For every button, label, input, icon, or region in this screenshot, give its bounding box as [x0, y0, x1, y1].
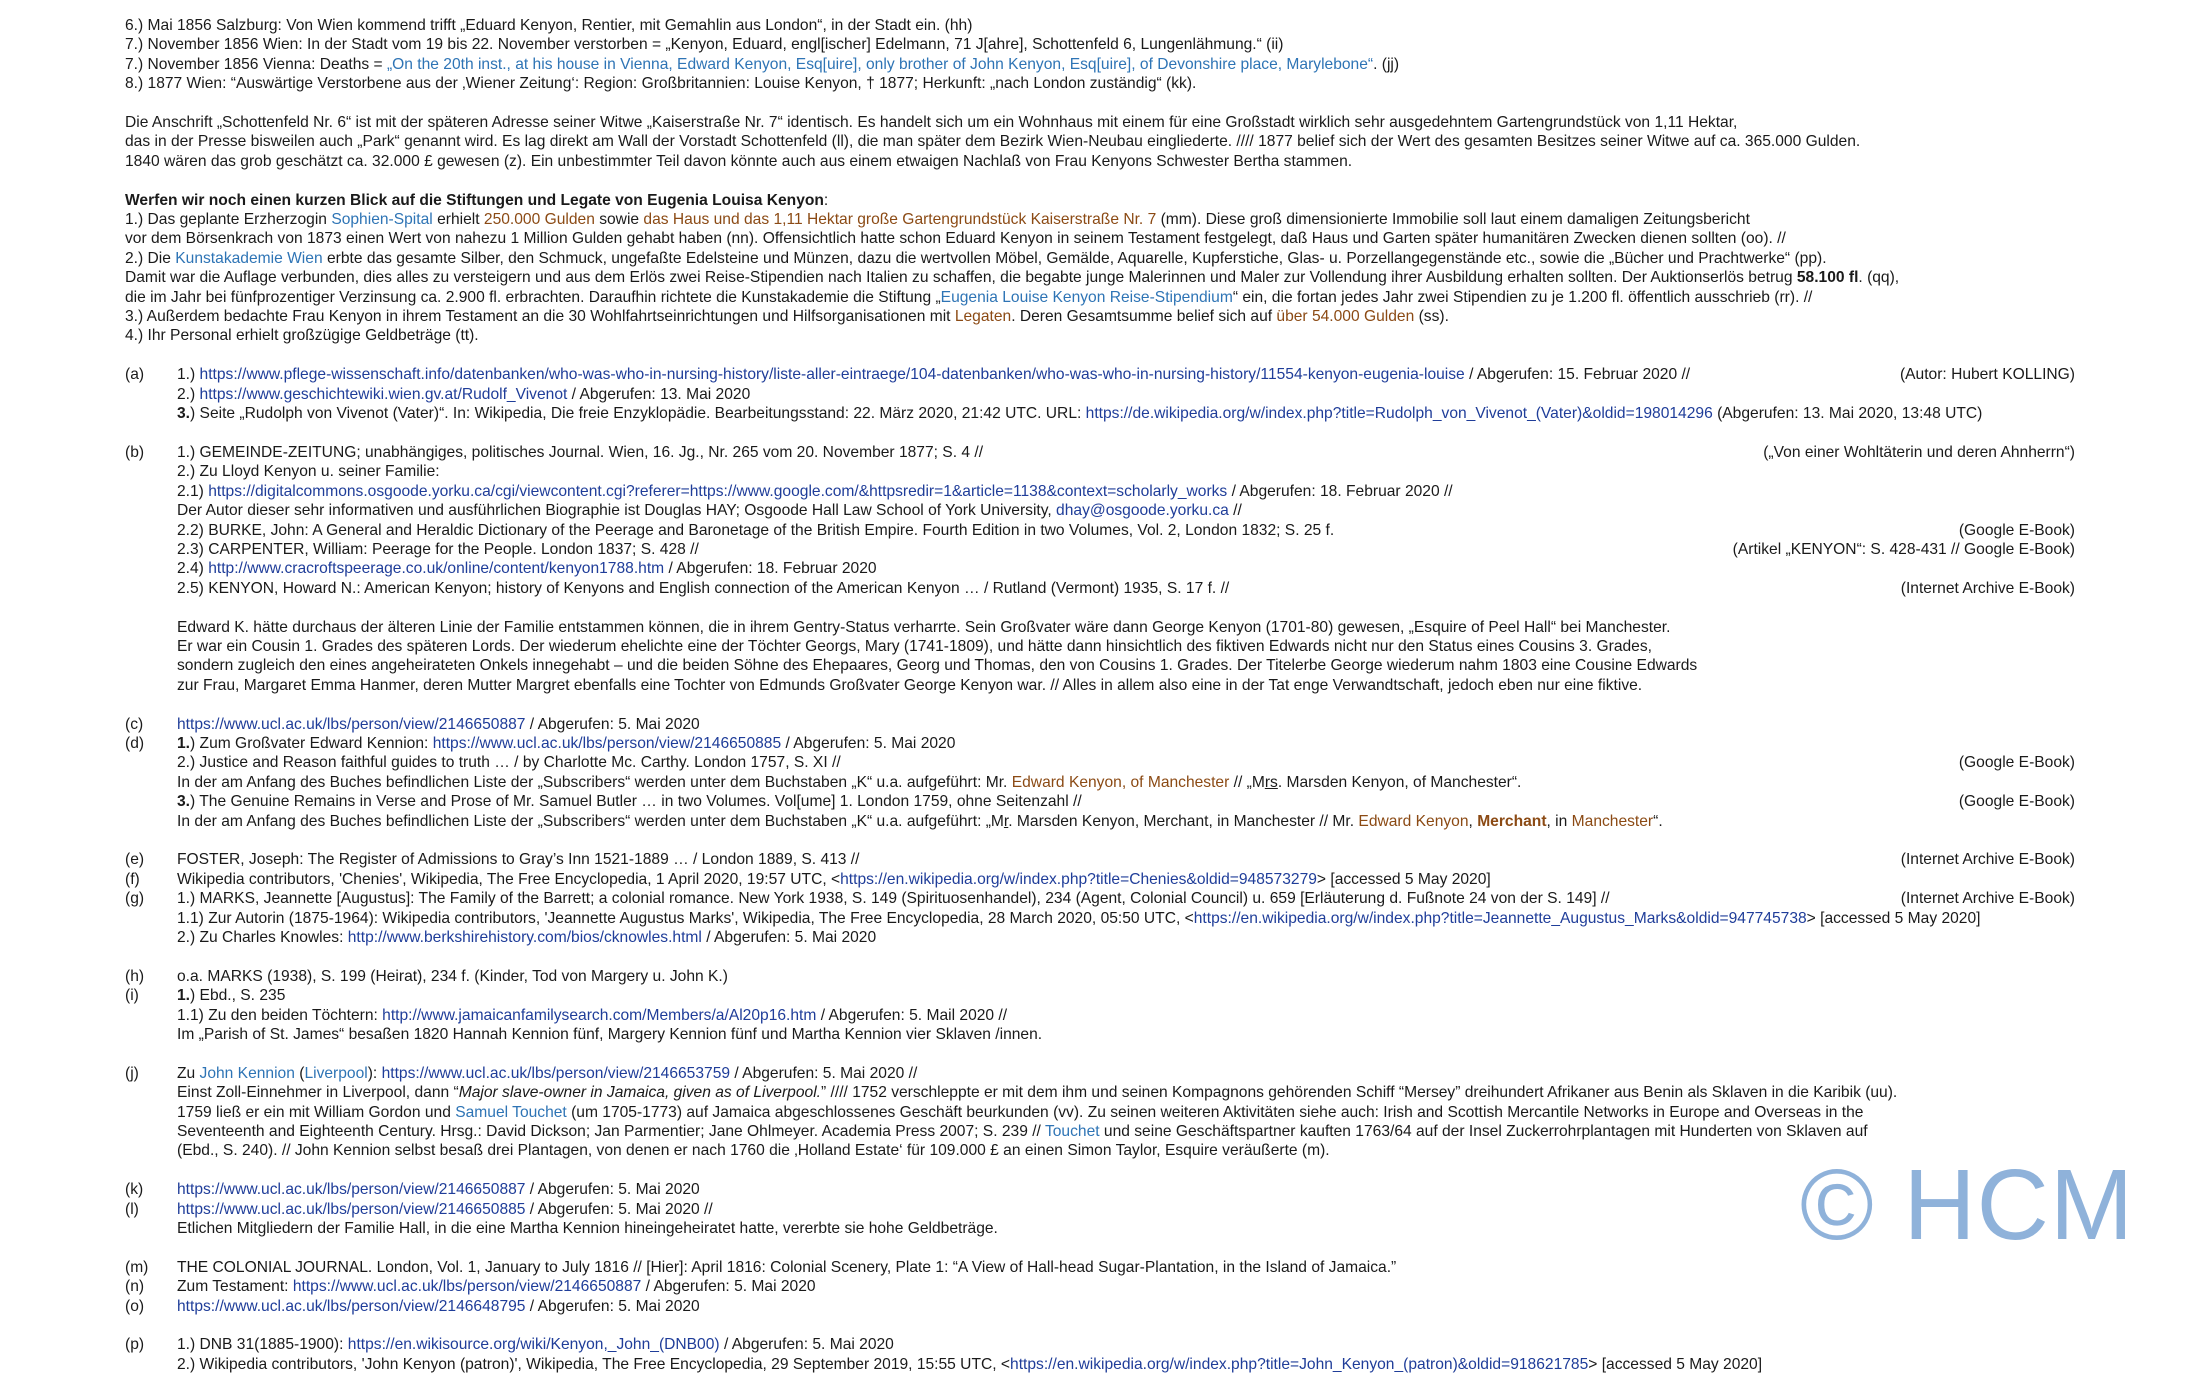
- line-text: [177, 1007, 1007, 1024]
- line-text: [177, 1084, 1897, 1101]
- right-annotation: (Autor: Hubert KOLLING): [1899, 366, 2075, 384]
- hyperlink[interactable]: https://www.ucl.ac.uk/lbs/person/view/2146650887: [292, 1278, 642, 1296]
- right-annotation: (Google E-Book): [1958, 793, 2075, 811]
- line-text: [177, 1201, 713, 1218]
- text-segment: Seventeenth and Eighteenth Century. Hrsg.: David Dickson; Jan Parmentier; Jane Ohlmeyer. Academia Press 2007; S. 239 //: [177, 1123, 1045, 1141]
- text-line: [125, 1355, 2145, 1374]
- text-segment: 2.5) KENYON, Howard N.: American Kenyon; history of Kenyons and English connection of the American Kenyon … / Rutland (Vermont) 1935, S. 17 f. //: [177, 579, 1230, 597]
- text-segment: , in: [1546, 812, 1572, 830]
- reference-label: (f): [125, 870, 140, 888]
- text-line: [125, 1335, 2145, 1354]
- text-segment: o.a. MARKS (1938), S. 199 (Heirat), 234 f. (Kinder, Tod von Margery u. John K.): [177, 967, 728, 985]
- text-segment: In der am Anfang des Buches befindlichen Liste der „Subscribers“ werden unter dem Buchstaben „K“ u.a. aufgeführt: „M: [177, 812, 1004, 830]
- text-line: [125, 132, 2145, 151]
- text-line: [125, 1277, 2145, 1296]
- text-segment: 3.) Außerdem bedachte Frau Kenyon in ihrem Testament an die 30 Wohlfahrtseinrichtungen und Hilfsorganisationen mit: [125, 308, 955, 326]
- hyperlink[interactable]: https://en.wikipedia.org/w/index.php?title=Jeannette_Augustus_Marks&oldid=947745738: [1193, 909, 1807, 927]
- line-text: [125, 289, 1812, 306]
- text-segment: //: [1228, 502, 1242, 520]
- text-segment: / Abgerufen: 5. Mai 2020 //: [525, 1200, 713, 1218]
- text-segment: // „M: [1229, 773, 1265, 791]
- text-segment: zur Frau, Margaret Emma Hanmer, deren Mutter Margret ebenfalls eine Tochter von Edmunds Großvater George Kenyon war. // Alles in allem also eine in der Tat enge Verwandtschaft, jedoch eben nur eine fiktive.: [177, 676, 1643, 694]
- right-annotation: (Internet Archive E-Book): [1900, 579, 2075, 597]
- text-line: [125, 268, 2145, 287]
- text-segment: ) Zum Großvater Edward Kennion:: [190, 734, 433, 752]
- line-text: [177, 444, 983, 461]
- reference-label: (j): [125, 1064, 139, 1082]
- line-text: [177, 366, 1690, 383]
- line-text: [177, 657, 1697, 674]
- text-segment: Legaten: [954, 308, 1012, 326]
- text-line: [125, 249, 2145, 268]
- text-segment: . Marsden Kenyon, Merchant, in Manchester // Mr.: [1008, 812, 1359, 830]
- text-segment: 2.) Zu Charles Knowles:: [177, 928, 348, 946]
- text-segment: / Abgerufen: 5. Mai 2020: [781, 734, 956, 752]
- line-spacer: [125, 947, 2145, 966]
- text-line: [125, 1103, 2145, 1122]
- text-segment: ):: [367, 1064, 382, 1082]
- text-segment: / Abgerufen: 5. Mai 2020: [525, 1297, 700, 1315]
- hyperlink[interactable]: https://www.ucl.ac.uk/lbs/person/view/2146648795: [177, 1297, 526, 1315]
- line-text: [125, 133, 1860, 150]
- line-text: [125, 269, 1899, 286]
- text-line: [125, 55, 2145, 74]
- line-spacer: [125, 695, 2145, 714]
- text-segment: 250.000 Gulden: [483, 211, 595, 229]
- text-segment: ) Seite „Rudolph von Vivenot (Vater)“. In: Wikipedia, Die freie Enzyklopädie. Bearbeitungsstand: 22. März 2020, 21:42 UTC. URL:: [190, 405, 1086, 423]
- line-text: [177, 735, 955, 752]
- text-segment: 2.) Die: [125, 249, 176, 267]
- text-segment: 2.3) CARPENTER, William: Peerage for the People. London 1837; S. 428 //: [177, 540, 699, 558]
- line-text: [125, 36, 1283, 53]
- text-line: [125, 792, 2145, 811]
- text-segment: (Ebd., S. 240). // John Kennion selbst besaß drei Plantagen, von denen er nach 1760 die ‚Holland Estate‘ für 109.000 £ an einen Simon Taylor, Esquire veräußerte (m).: [177, 1142, 1330, 1160]
- text-line: [125, 870, 2145, 889]
- reference-label: (i): [125, 987, 139, 1005]
- text-segment: ” //// 1752 verschleppte er mit dem ihm und seinen Kompagnons gehörenden Schiff “Mersey” dreihundert Afrikaner aus Benin als Sklaven in die Karibik (uu).: [821, 1084, 1898, 1102]
- text-segment: > [accessed 5 May 2020]: [1588, 1355, 1763, 1373]
- text-segment: Etlichen Mitgliedern der Familie Hall, in die eine Martha Kennion hineingeheiratet hatte, vererbte sie hohe Geldbeträge.: [177, 1220, 998, 1238]
- text-segment: (um 1705-1773) auf Jamaica abgeschlossenes Geschäft beurkunden (vv). Zu seinen weiteren Aktivitäten siehe auch: Irish and Scottish Mercantile Networks in Europe and Overseas in the: [566, 1103, 1864, 1121]
- hyperlink[interactable]: https://www.ucl.ac.uk/lbs/person/view/2146650887: [177, 715, 526, 733]
- text-line: [125, 850, 2145, 869]
- right-annotation: (Artikel „KENYON“: S. 428-431 // Google E-Book): [1732, 540, 2075, 558]
- text-segment: Die Anschrift „Schottenfeld Nr. 6“ ist mit der späteren Adresse seiner Witwe „Kaiserstraße Nr. 7“ identisch. Es handelt sich um ein Wohnhaus mit einem für eine Großstadt wirklich sehr ausgedehntem Gartengrundstück von 1,11 Hektar,: [125, 114, 1738, 132]
- text-segment: 1.): [177, 366, 200, 384]
- text-segment: rs: [1264, 773, 1278, 791]
- reference-label: (n): [125, 1278, 145, 1296]
- text-segment: John Kennion: [199, 1064, 295, 1082]
- line-text: [125, 230, 1786, 247]
- text-line: [125, 113, 2145, 132]
- right-annotation: (Google E-Book): [1958, 754, 2075, 772]
- text-line: [125, 559, 2145, 578]
- line-text: [177, 522, 1334, 539]
- hyperlink[interactable]: https://www.ucl.ac.uk/lbs/person/view/2146650885: [177, 1200, 526, 1218]
- line-text: [177, 871, 1491, 888]
- text-line: [125, 1064, 2145, 1083]
- text-line: [125, 501, 2145, 520]
- line-text: [177, 1278, 816, 1295]
- text-segment: Liverpool: [304, 1064, 368, 1082]
- reference-label: (d): [125, 734, 145, 752]
- text-line: [125, 753, 2145, 772]
- line-text: [177, 1123, 1868, 1140]
- text-line: [125, 734, 2145, 753]
- text-segment: Zu: [177, 1064, 200, 1082]
- text-segment: sowie: [594, 211, 644, 229]
- line-spacer: [125, 171, 2145, 190]
- text-segment: 7.) November 1856 Wien: In der Stadt vom 19 bis 22. November verstorben = „Kenyon, Eduard, engl[ischer] Edelmann, 71 J[ahre], Schottenfeld 6, Lungenlähmung.“ (ii): [125, 36, 1284, 54]
- text-segment: 1.1) Zur Autorin (1875-1964): Wikipedia contributors, 'Jeannette Augustus Marks', Wikipedia, The Free Encyclopedia, 28 March 2020, 05:50 UTC, <: [177, 909, 1194, 927]
- hyperlink[interactable]: https://digitalcommons.osgoode.yorku.ca/cgi/viewcontent.cgi?referer=https://www.google.com/&httpsredir=1&article=1138&context=scholarly_works: [208, 482, 1228, 500]
- text-segment: / Abgerufen: 5. Mai 2020: [525, 1181, 700, 1199]
- line-text: [177, 560, 877, 577]
- text-line: [125, 889, 2145, 908]
- text-segment: über 54.000 Gulden: [1276, 308, 1415, 326]
- hyperlink[interactable]: dhay@osgoode.yorku.ca: [1056, 502, 1229, 520]
- line-text: [177, 1142, 1330, 1159]
- line-text: [177, 1026, 1042, 1043]
- text-segment: 1.: [177, 734, 191, 752]
- reference-label: (b): [125, 443, 145, 461]
- reference-label: (c): [125, 715, 144, 733]
- text-segment: 1.) MARKS, Jeannette [Augustus]: The Family of the Barrett; a colonial romance. New York 1938, S. 149 (Spirituosenhandel), 234 (Agent, Colonial Council) u. 659 [Erläuterung d. Fußnote 24 von der S. 149] //: [177, 890, 1610, 908]
- line-text: [177, 987, 285, 1004]
- text-segment: / Abgerufen: 18. Februar 2020: [664, 560, 877, 578]
- reference-label: (m): [125, 1258, 149, 1276]
- text-segment: / Abgerufen: 15. Februar 2020 //: [1464, 366, 1691, 384]
- line-text: [177, 502, 1242, 519]
- text-segment: das in der Presse bisweilen auch „Park“ genannt wird. Es lag direkt am Wall der Vorstadt Schottenfeld (ll), die man später dem Bezirk Wien-Neubau eingliederte. //// 1877 belief sich der Wert des gesamten Besitzes seiner Witwe auf ca. 365.000 Gulden.: [125, 133, 1861, 151]
- line-spacer: [125, 1316, 2145, 1335]
- text-segment: erbte das gesamte Silber, den Schmuck, ungefaßte Edelsteine und Münzen, dazu die wertvollen Möbel, Gemälde, Aquarelle, Kupferstiche, Glas- u. Porzellangegenstände etc., sowie die „Bücher und Prachtwerke“ (pp).: [322, 249, 1827, 267]
- line-text: [177, 463, 440, 480]
- text-segment: vor dem Börsenkrach von 1873 einen Wert von nahezu 1 Million Gulden gehabt haben (nn). Offensichtlich hatte schon Eduard Kenyon in seinem Testament festgelegt, daß Haus und Garten später humanitären Zwecken dienen sollten (oo). //: [125, 230, 1786, 248]
- text-segment: „On the 20th inst., at his house in Vienna, Edward Kenyon, Esq[uire], only brother of John Kenyon, Esq[uire], of Devonshire place, Marylebone“: [386, 55, 1374, 73]
- line-text: [177, 929, 876, 946]
- text-segment: > [accessed 5 May 2020]: [1806, 909, 1981, 927]
- line-text: [177, 580, 1229, 597]
- text-line: [125, 385, 2145, 404]
- line-text: [177, 793, 1082, 810]
- text-line: [125, 1025, 2145, 1044]
- text-segment: Er war ein Cousin 1. Grades des späteren Lords. Der wiederum ehelichte eine der Töchter Georgs, Mary (1741-1809), und hätte dann hinsichtlich des fiktiven Edwards nicht nur den Status eines Cousins 3. Grades,: [177, 637, 1652, 655]
- text-line: [125, 404, 2145, 423]
- text-line: [125, 307, 2145, 326]
- text-segment: ,: [1468, 812, 1478, 830]
- line-text: [177, 851, 859, 868]
- text-line: [125, 715, 2145, 734]
- text-segment: Einst Zoll-Einnehmer in Liverpool, dann “: [177, 1084, 459, 1102]
- reference-label: (p): [125, 1336, 145, 1354]
- text-line: [125, 1006, 2145, 1025]
- text-segment: Touchet: [1044, 1123, 1100, 1141]
- text-line: [125, 579, 2145, 598]
- line-text: [125, 114, 1737, 131]
- line-spacer: [125, 423, 2145, 442]
- text-segment: Wikipedia contributors, 'Chenies', Wikipedia, The Free Encyclopedia, 1 April 2020, 19:57 UTC, <: [177, 870, 841, 888]
- reference-label: (e): [125, 851, 145, 869]
- text-line: [125, 229, 2145, 248]
- copyright-watermark: © HCM: [1800, 1149, 2135, 1261]
- line-text: [125, 250, 1827, 267]
- text-line: [125, 16, 2145, 35]
- text-segment: “ ein, die fortan jedes Jahr zwei Stipendien zu je 1.200 fl. öffentlich ausschrieb (rr). //: [1232, 288, 1813, 306]
- text-segment: / Abgerufen: 5. Mai 2020 //: [730, 1064, 918, 1082]
- reference-label: (k): [125, 1181, 144, 1199]
- line-text: [177, 619, 1670, 636]
- line-text: [125, 17, 972, 34]
- text-segment: / Abgerufen: 5. Mai 2020: [525, 715, 700, 733]
- text-segment: das Haus und das 1,11 Hektar große Gartengrundstück Kaiserstraße Nr. 7: [643, 211, 1157, 229]
- reference-label: (g): [125, 890, 145, 908]
- hyperlink[interactable]: https://www.ucl.ac.uk/lbs/person/view/2146650885: [432, 734, 782, 752]
- line-text: [177, 677, 1642, 694]
- text-segment: 2.4): [177, 560, 209, 578]
- text-segment: . Deren Gesamtsumme belief sich auf: [1011, 308, 1277, 326]
- text-segment: / Abgerufen: 5. Mail 2020 //: [816, 1006, 1008, 1024]
- text-line: [125, 152, 2145, 171]
- line-text: [177, 405, 1982, 422]
- text-segment: Edward Kenyon, of Manchester: [1011, 773, 1230, 791]
- text-segment: 2.) Wikipedia contributors, 'John Kenyon (patron)', Wikipedia, The Free Encyclopedia, 29 September 2019, 15:55 UTC, <: [177, 1355, 1011, 1373]
- text-segment: In der am Anfang des Buches befindlichen Liste der „Subscribers“ werden unter dem Buchstaben „K“ u.a. aufgeführt: Mr.: [177, 773, 1012, 791]
- text-line: [125, 1297, 2145, 1316]
- hyperlink[interactable]: http://www.cracroftspeerage.co.uk/online/content/kenyon1788.htm: [208, 560, 665, 578]
- text-line: [125, 986, 2145, 1005]
- hyperlink[interactable]: https://www.pflege-wissenschaft.info/datenbanken/who-was-who-in-nursing-history/liste-aller-eintraege/104-datenbanken/who-was-who-in-nursing-history/11554-kenyon-eugenia-louise: [199, 366, 1465, 384]
- text-segment: 1.: [177, 987, 191, 1005]
- text-segment: und seine Geschäftspartner kauften 1763/64 auf der Insel Zuckerrohrplantagen mit Hunderten von Sklaven auf: [1099, 1123, 1868, 1141]
- hyperlink[interactable]: https://en.wikisource.org/wiki/Kenyon,_John_(DNB00): [347, 1336, 720, 1354]
- text-segment: Kunstakademie Wien: [175, 249, 323, 267]
- line-text: [177, 1336, 894, 1353]
- text-segment: Der Autor dieser sehr informativen und ausführlichen Biographie ist Douglas HAY; Osgoode Hall Law School of York University,: [177, 502, 1057, 520]
- text-line: [125, 540, 2145, 559]
- text-segment: (mm). Diese groß dimensionierte Immobilie soll laut einem damaligen Zeitungsbericht: [1156, 211, 1750, 229]
- hyperlink[interactable]: https://www.ucl.ac.uk/lbs/person/view/2146650887: [177, 1181, 526, 1199]
- line-text: [125, 192, 828, 209]
- text-line: [125, 443, 2145, 462]
- text-segment: Damit war die Auflage verbunden, dies alles zu versteigern und aus dem Erlös zwei Reise-Stipendien nach Italien zu schaffen, die begabte junge Malerinnen und Maler zur Vollendung ihrer Ausbildung erhalten sollten. Der Auktionserlös betrug: [125, 269, 1797, 287]
- line-text: [177, 716, 700, 733]
- line-text: [177, 910, 1980, 927]
- text-segment: 1.) DNB 31(1885-1900):: [177, 1336, 348, 1354]
- line-spacer: [125, 831, 2145, 850]
- line-text: [177, 1065, 917, 1082]
- text-line: [125, 210, 2145, 229]
- text-segment: / Abgerufen: 5. Mai 2020: [701, 928, 877, 946]
- text-segment: (: [294, 1064, 305, 1082]
- text-segment: Im „Parish of St. James“ besaßen 1820 Hannah Kennion fünf, Margery Kennion fünf und Martha Kennion vier Sklaven /innen.: [177, 1026, 1043, 1043]
- text-segment: 7.) November 1856 Vienna: Deaths =: [125, 55, 387, 73]
- line-text: [125, 211, 1750, 228]
- text-segment: . (jj): [1373, 55, 1400, 73]
- text-line: [125, 1083, 2145, 1102]
- text-segment: / Abgerufen: 5. Mai 2020: [719, 1336, 894, 1354]
- text-segment: r: [1003, 812, 1009, 830]
- text-segment: Manchester: [1571, 812, 1654, 830]
- hyperlink[interactable]: https://www.ucl.ac.uk/lbs/person/view/2146653759: [381, 1064, 731, 1082]
- text-line: [125, 191, 2145, 210]
- right-annotation: („Von einer Wohltäterin und deren Ahnherrn“): [1763, 443, 2075, 461]
- text-segment: Sophien-Spital: [331, 211, 433, 229]
- line-text: [177, 1181, 700, 1198]
- text-line: [125, 656, 2145, 675]
- text-segment: die im Jahr bei fünfprozentiger Verzinsung ca. 2.900 fl. erbrachten. Daraufhin richtete die Kunstakademie die Stiftung „: [125, 288, 941, 306]
- text-line: [125, 365, 2145, 384]
- text-line: [125, 676, 2145, 695]
- text-line: [125, 35, 2145, 54]
- line-text: [125, 56, 1399, 73]
- reference-label: (a): [125, 366, 145, 384]
- text-segment: “.: [1653, 812, 1663, 830]
- line-text: [177, 1298, 700, 1315]
- text-segment: 2.2) BURKE, John: A General and Heraldic Dictionary of the Peerage and Baronetage of the British Empire. Fourth Edition in two Volumes, Vol. 2, London 1832; S. 25 f.: [177, 521, 1335, 539]
- text-segment: erhielt: [432, 211, 484, 229]
- line-text: [125, 327, 479, 344]
- text-segment: sondern zugleich den eines angeheirateten Onkels innegehabt – und die beiden Söhne des Ehepaares, Georg und Thomas, den von Cousins 1. Grades. Der Titelerbe George wiederum nahm 1803 eine Cousine Edwards: [177, 657, 1698, 675]
- text-line: [125, 74, 2145, 93]
- text-segment: (Abgerufen: 13. Mai 2020, 13:48 UTC): [1712, 405, 1983, 423]
- text-line: [125, 637, 2145, 656]
- text-segment: 1840 wären das grob geschätzt ca. 32.000 £ gewesen (z). Ein unbestimmter Teil davon könnte auch aus einem etwaigen Nachlaß von Frau Kenyons Schwester Bertha stammen.: [125, 152, 1353, 170]
- line-text: [177, 1220, 998, 1237]
- text-line: [125, 1122, 2145, 1141]
- line-text: [177, 638, 1652, 655]
- text-segment: Merchant: [1477, 812, 1547, 830]
- text-segment: Major slave-owner in Jamaica, given as of Liverpool.: [458, 1084, 821, 1102]
- line-text: [177, 754, 841, 771]
- text-segment: ) Ebd., S. 235: [190, 987, 286, 1005]
- text-segment: :: [823, 191, 829, 209]
- line-text: [177, 774, 1521, 791]
- text-line: [125, 462, 2145, 481]
- text-segment: 2.1): [177, 482, 209, 500]
- right-annotation: (Google E-Book): [1958, 521, 2075, 539]
- hyperlink[interactable]: http://www.berkshirehistory.com/bios/cknowles.html: [347, 928, 702, 946]
- text-segment: 2.): [177, 385, 200, 403]
- line-text: [125, 308, 1449, 325]
- text-segment: 8.) 1877 Wien: “Auswärtige Verstorbene aus der ‚Wiener Zeitung‘: Region: Großbritannien: Louise Kenyon, † 1877; Herkunft: „nach London zuständig“ (kk).: [125, 75, 1197, 93]
- hyperlink[interactable]: https://en.wikipedia.org/w/index.php?title=Chenies&oldid=948573279: [840, 870, 1317, 888]
- text-line: [125, 288, 2145, 307]
- line-text: [125, 153, 1352, 170]
- text-segment: FOSTER, Joseph: The Register of Admissions to Gray’s Inn 1521-1889 … / London 1889, S. 413 //: [177, 851, 860, 869]
- text-segment: 3.: [177, 793, 191, 811]
- line-text: [177, 890, 1610, 907]
- text-segment: 3.: [177, 405, 191, 423]
- text-line: [125, 521, 2145, 540]
- line-spacer: [125, 346, 2145, 365]
- line-text: [177, 483, 1453, 500]
- text-segment: THE COLONIAL JOURNAL. London, Vol. 1, January to July 1816 // [Hier]: April 1816: Colonial Scenery, Plate 1: “A View of Hall-head Sugar-Plantation, in the Island of Jamaica.”: [177, 1258, 1397, 1276]
- line-spacer: [125, 94, 2145, 113]
- text-segment: 1.) Das geplante Erzherzogin: [125, 211, 332, 229]
- hyperlink[interactable]: http://www.jamaicanfamilysearch.com/Members/a/Al20p16.htm: [382, 1006, 817, 1024]
- text-segment: Edward K. hätte durchaus der älteren Linie der Familie entstammen können, die in ihrem Gentry-Status verharrte. Sein Großvater wäre dann George Kenyon (1701-80) gewesen, „Esquire of Peel Hall“ bei Manchester.: [177, 618, 1671, 636]
- text-segment: ) The Genuine Remains in Verse and Prose of Mr. Samuel Butler … in two Volumes. Vol[ume] 1. London 1759, ohne Seitenzahl //: [190, 793, 1082, 811]
- text-segment: 1.) GEMEINDE-ZEITUNG; unabhängiges, politisches Journal. Wien, 16. Jg., Nr. 265 vom 20. November 1877; S. 4 //: [177, 443, 984, 461]
- text-segment: Zum Testament:: [177, 1278, 293, 1296]
- text-segment: . Marsden Kenyon, of Manchester“.: [1277, 773, 1522, 791]
- text-segment: Werfen wir noch einen kurzen Blick auf die Stiftungen und Legate von Eugenia Louisa Kenyon: [125, 191, 824, 209]
- line-text: [177, 1104, 1863, 1121]
- right-annotation: (Internet Archive E-Book): [1900, 890, 2075, 908]
- text-segment: 1759 ließ er ein mit William Gordon und: [177, 1103, 456, 1121]
- text-segment: Samuel Touchet: [455, 1103, 567, 1121]
- text-segment: 2.) Justice and Reason faithful guides to truth … / by Charlotte Mc. Carthy. London 1757, S. XI //: [177, 754, 841, 772]
- text-segment: Edward Kenyon: [1358, 812, 1469, 830]
- text-line: [125, 773, 2145, 792]
- hyperlink[interactable]: https://en.wikipedia.org/w/index.php?title=John_Kenyon_(patron)&oldid=918621785: [1010, 1355, 1589, 1373]
- text-segment: > [accessed 5 May 2020]: [1316, 870, 1491, 888]
- text-segment: 6.) Mai 1856 Salzburg: Von Wien kommend trifft „Eduard Kenyon, Rentier, mit Gemahlin aus London“, in der Stadt ein. (hh): [125, 17, 973, 34]
- reference-label: (l): [125, 1200, 139, 1218]
- text-segment: . (qq),: [1858, 269, 1900, 287]
- line-text: [177, 541, 699, 558]
- line-text: [177, 386, 750, 403]
- reference-label: (h): [125, 967, 145, 985]
- text-segment: 1.1) Zu den beiden Töchtern:: [177, 1006, 383, 1024]
- line-text: [125, 75, 1196, 92]
- hyperlink[interactable]: https://www.geschichtewiki.wien.gv.at/Rudolf_Vivenot: [199, 385, 568, 403]
- line-spacer: [125, 1044, 2145, 1063]
- line-text: [177, 813, 1663, 830]
- text-segment: 4.) Ihr Personal erhielt großzügige Geldbeträge (tt).: [125, 327, 479, 345]
- text-segment: 58.100 fl: [1796, 269, 1859, 287]
- text-segment: Eugenia Louise Kenyon Reise-Stipendium: [940, 288, 1233, 306]
- hyperlink[interactable]: https://de.wikipedia.org/w/index.php?title=Rudolph_von_Vivenot_(Vater)&oldid=198014296: [1085, 405, 1713, 423]
- text-segment: / Abgerufen: 18. Februar 2020 //: [1227, 482, 1453, 500]
- text-segment: / Abgerufen: 5. Mai 2020: [641, 1278, 816, 1296]
- text-line: [125, 326, 2145, 345]
- reference-label: (o): [125, 1297, 145, 1315]
- line-text: [177, 1356, 1762, 1373]
- text-line: [125, 812, 2145, 831]
- text-segment: / Abgerufen: 13. Mai 2020: [567, 385, 751, 403]
- line-spacer: [125, 598, 2145, 617]
- text-segment: (ss).: [1414, 308, 1449, 326]
- text-segment: 2.) Zu Lloyd Kenyon u. seiner Familie:: [177, 463, 440, 481]
- line-text: [177, 968, 728, 985]
- right-annotation: (Internet Archive E-Book): [1900, 851, 2075, 869]
- text-line: [125, 909, 2145, 928]
- text-line: [125, 928, 2145, 947]
- line-text: [177, 1259, 1396, 1276]
- text-line: [125, 618, 2145, 637]
- text-line: [125, 482, 2145, 501]
- text-line: [125, 967, 2145, 986]
